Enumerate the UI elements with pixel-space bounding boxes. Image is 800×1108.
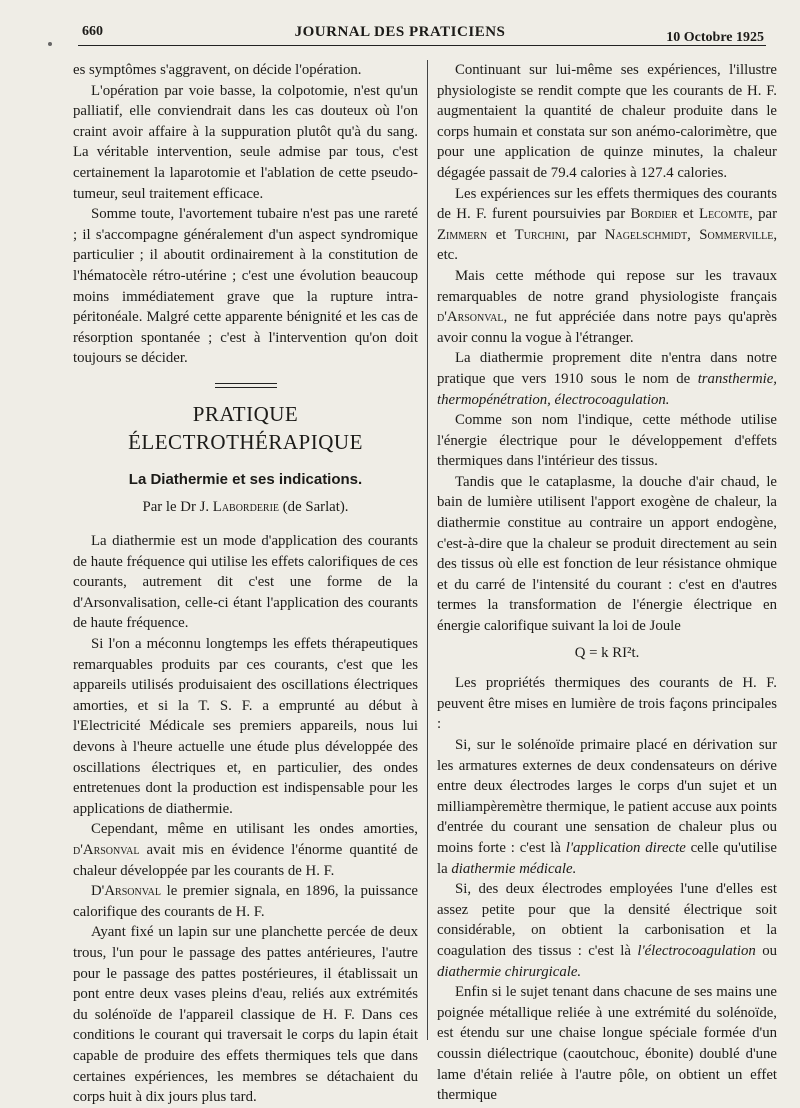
text-run: le premier signala, en 1896, la puissance calorifique des courants de H. F. — [73, 883, 418, 920]
text-run: , ne fut appréciée dans notre pays qu'après avoir connu la vogue à l'étranger. — [437, 309, 777, 346]
author-name: Laborderie — [212, 498, 280, 515]
left-column — [73, 60, 418, 1108]
text-run: Si, sur le solénoïde primaire placé en dérivation sur les armatures externes de deux condensateurs on dérive entre deux électrodes larges le corps d'un sujet et un milliampèremètre thermique, le patient accuse aux points d'entrée du courant une sensation de chaleur plus ou moins forte : c'est là — [437, 737, 777, 856]
paragraph — [73, 819, 418, 881]
paragraph: La diathermie est un mode d'application des courants de haute fréquence qui utilise les effets calorifiques de ces courants, autrement dit c'est une forme de la d'Arsonvalisation, celle-ci étant l'application des courants de haute fréquence. — [73, 533, 418, 632]
text-run: Mais cette méthode qui repose sur les travaux remarquables de notre grand physiologiste français — [437, 267, 777, 305]
paragraph — [73, 881, 418, 922]
person-name: Nagelschmidt — [604, 226, 688, 243]
formula: Q = k RI²t. — [574, 644, 640, 661]
text-run: avait mis en évidence l'énorme quantité de chaleur développée par les courants de H. F. — [73, 842, 419, 879]
paragraph — [437, 184, 777, 266]
section-title: PRATIQUE ÉLECTROTHÉRAPIQUE — [128, 401, 363, 454]
paragraph: Si l'on a méconnu longtemps les effets thérapeutiques remarquables produits par ces courants, c'est que les appareils utilisés produisaient des oscillations électriques amorties, et si la T. S. F. a emprunté au début à l'Electricité Médicale ses premiers appareils, nous lui devons à l'heure actuelle une étude plus développée des oscillations électriques et, en particulier, des ondes entretenues dont la production est indispensable pour les applications de diathermie. — [73, 636, 418, 817]
person-name: D'Arsonval — [91, 883, 161, 900]
emphasis: diathermie chirurgicale. — [437, 963, 582, 980]
article-title: La Diathermie et ses indications. — [128, 470, 363, 488]
paragraph — [437, 735, 777, 879]
paragraph: Tandis que le cataplasme, la douche d'air chaud, le bain de lumière utilisent l'apport exogène de chaleur, la diathermie constitue au contraire un apport endogène, c'est-à-dire que la chaleur se produit directement au sein des tissus où elle est fonction de leur résistance ohmique et du carré de l'intensité du courant : c'est en d'autres termes la transformation de l'énergie électrique en énergie calorifique suivant la loi de Joule — [437, 473, 777, 635]
paragraph — [437, 879, 777, 982]
paragraph: Enfin si le sujet tenant dans chacune de ses mains une poignée métallique reliée à une extrémité du solénoïde, est étendu sur une chaise longue spéciale formée d'un coussin diélectrique (caoutchouc, ébonite) doublé d'une lame d'étain reliée à l'autre pôle, on obtient un effet thermique — [437, 984, 777, 1104]
paragraph: Somme toute, l'avortement tubaire n'est pas une rareté ; il s'accompagne généralement d'un aspect syndromique particulier ; il aboutit ordinairement à la constitution de l'hématocèle rétro-utérine ; c'est une évolution beaucoup moins immédiatement grave que la rupture intra-péritonéale. Malgré cette apparente bénignité et les cas de résorption spontanée ; c'est à l'intervention qu'on doit toujours se décider. — [73, 206, 418, 367]
person-name: Bordier — [630, 206, 678, 223]
text-run: et — [682, 206, 694, 223]
text-run: , par — [565, 226, 597, 243]
person-name: d'Arsonval — [73, 842, 140, 858]
right-column — [437, 60, 777, 1106]
text-run: et — [495, 226, 507, 243]
column-divider — [427, 60, 428, 1040]
paragraph: Comme son nom l'indique, cette méthode utilise l'énergie électrique pour le développement d'effets thermiques dans l'intérieur des tissus. — [437, 412, 777, 470]
journal-title: JOURNAL DES PRATICIENS — [294, 24, 506, 40]
paragraph: Les propriétés thermiques des courants de H. F. peuvent être mises en lumière de trois façons principales : — [437, 675, 777, 733]
text-run: Cependant, même en utilisant les ondes amorties, — [91, 821, 418, 838]
author-prefix: Par le Dr J. — [142, 498, 210, 515]
text-run: , — [687, 226, 691, 243]
author-line — [73, 497, 418, 518]
paragraph: L'opération par voie basse, la colpotomie, n'est qu'un palliatif, elle conviendrait dans les cas douteux où l'on craint avoir affaire à la suppuration plutôt qu'à du sang. La véritable intervention, seule admise par tous, c'est certainement la laparotomie et l'ablation de cette pseudo-tumeur, seul traitement efficace. — [73, 82, 418, 202]
emphasis: transthermie, thermopénétration, électrocoagulation. — [437, 370, 778, 408]
author-suffix: (de Sarlat). — [282, 498, 349, 515]
page-header — [0, 0, 800, 60]
emphasis: l'application directe — [565, 839, 686, 856]
margin-dot — [48, 42, 52, 46]
text-run: , etc. — [437, 226, 778, 264]
paragraph — [437, 348, 777, 410]
paragraph: Ayant fixé un lapin sur une planchette percée de deux trous, l'un pour le passage des pattes antérieures, l'autre pour le passage des pattes postérieures, il établissait un pont entre deux vases pleins d'eau, reliés aux extrémités du solénoïde de l'appareil classique de H. F. Dans ces conditions le courant qui traversait le corps du lapin était capable de produire des effets thermiques tels que dans certaines expériences, les membres se détachaient du corps huit à dix jours plus tard. — [73, 924, 418, 1106]
text-run: ou — [762, 942, 777, 959]
person-name: Turchini — [514, 226, 566, 243]
text-run: La diathermie proprement dite n'entra dans notre pratique que vers 1910 sous le nom de — [437, 350, 777, 387]
emphasis: l'électrocoagulation — [637, 942, 756, 959]
text-run: , par — [749, 206, 778, 223]
page-number: 660 — [82, 24, 103, 39]
text-run: celle qu'utilise la — [437, 839, 777, 877]
person-name: Zimmern — [437, 226, 488, 243]
person-name: d'Arsonval — [437, 309, 504, 326]
text-run: Les expériences sur les effets thermiques des courants de H. F. furent poursuivies par — [437, 185, 777, 223]
paragraph — [437, 266, 777, 348]
text-run: Si, des deux électrodes employées l'une d'elles est assez petite pour que la densité électrique soit considérable, on obtient la carbonisation et la coagulation des tissus : c'est là — [437, 881, 777, 959]
header-rule — [78, 45, 766, 46]
person-name: Sommerville — [699, 226, 774, 243]
section-separator — [215, 383, 277, 388]
person-name: Lecomte — [698, 206, 750, 223]
emphasis: diathermie médicale. — [451, 860, 577, 877]
issue-date: 10 Octobre 1925 — [666, 30, 764, 45]
paragraph: Continuant sur lui-même ses expériences, l'illustre physiologiste se rendit compte que les courants de H. F. augmentaient la quantité de chaleur produite dans le corps humain et constata sur son anémo-calorimètre, que pour une application de quinze minutes, la chaleur dégagée passait de 79.4 calories à 127.4 calories. — [437, 62, 777, 181]
paragraph: es symptômes s'aggravent, on décide l'opération. — [73, 62, 362, 78]
